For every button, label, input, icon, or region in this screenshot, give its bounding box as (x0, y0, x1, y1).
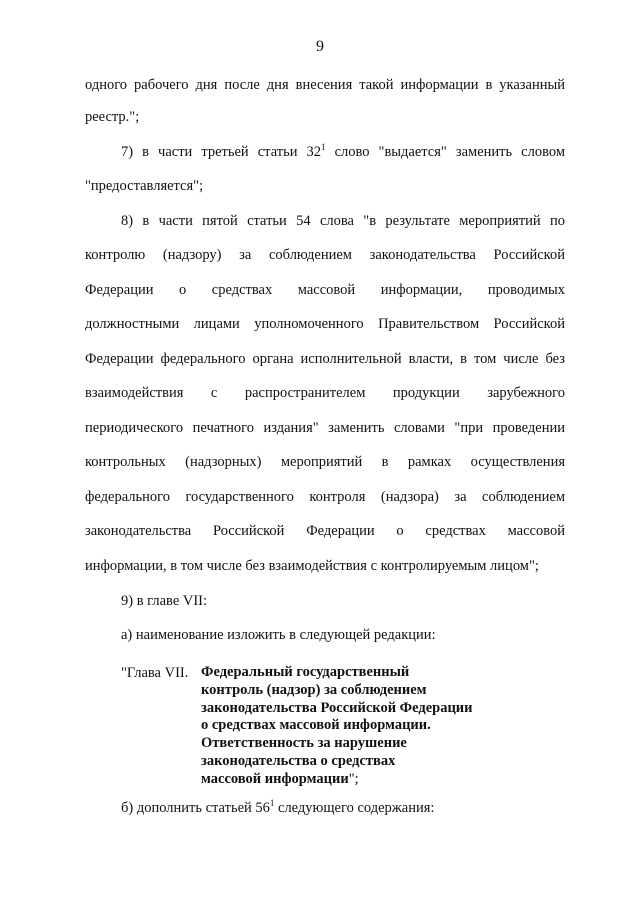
text-line: одного рабочего дня после дня внесения такой информации в указанный (85, 77, 565, 93)
text-line-item-8: 8) в части пятой статьи 54 слова "в результате мероприятий по (121, 213, 565, 229)
text-line: реестр."; (85, 109, 140, 125)
text-fragment: 7) в части третьей статьи 32 (121, 144, 322, 160)
text-line-item-a: а) наименование изложить в следующей редакции: (121, 627, 436, 643)
text-line: периодического печатного издания" заменить словами "при проведении (85, 420, 565, 436)
chapter-title-block (201, 664, 531, 789)
text-line: должностными лицами уполномоченного Правительством Российской (85, 316, 565, 332)
superscript: 1 (269, 798, 275, 808)
text-line: Федерации о средствах массовой информации, проводимых (85, 282, 565, 298)
text-line-item-7 (121, 143, 565, 161)
chapter-title-line: Федеральный государственный (201, 664, 410, 680)
text-line: федерального государственного контроля (надзора) за соблюдением (85, 489, 565, 505)
chapter-title-line: о средствах массовой информации. (201, 717, 431, 734)
chapter-title-last-line (201, 771, 359, 787)
chapter-title-line: Ответственность за нарушение (201, 735, 407, 752)
chapter-title-line: законодательства Российской Федерации (201, 699, 473, 716)
text-line: Федерации федерального органа исполнительной власти, в том числе без (85, 351, 565, 367)
text-line: "предоставляется"; (85, 178, 204, 194)
chapter-title-line: контроль (надзор) за соблюдением (201, 681, 427, 698)
text-line-item-b (121, 799, 565, 817)
chapter-title-line: массовой информации (201, 770, 349, 787)
text-fragment: б) дополнить статьей 56 (121, 800, 270, 816)
text-line: взаимодействия с распространителем продукции зарубежного (85, 385, 565, 401)
text-line: информации, в том числе без взаимодействия с контролируемым лицом"; (85, 558, 539, 574)
text-line-item-9: 9) в главе VII: (121, 593, 208, 609)
superscript: 1 (321, 142, 326, 152)
text-line: контролю (надзору) за соблюдением законодательства Российской (85, 247, 565, 263)
chapter-label: "Глава VII. (121, 665, 189, 681)
text-fragment: слово "выдается" заменить словом (325, 144, 566, 160)
text-fragment: следующего содержания: (274, 800, 435, 816)
text-line: законодательства Российской Федерации о средствах массовой (85, 523, 565, 539)
closing-quote: "; (348, 770, 359, 787)
page-number: 9 (316, 38, 324, 55)
chapter-title-line: законодательства о средствах (201, 752, 396, 769)
text-line: контрольных (надзорных) мероприятий в рамках осуществления (85, 454, 565, 470)
